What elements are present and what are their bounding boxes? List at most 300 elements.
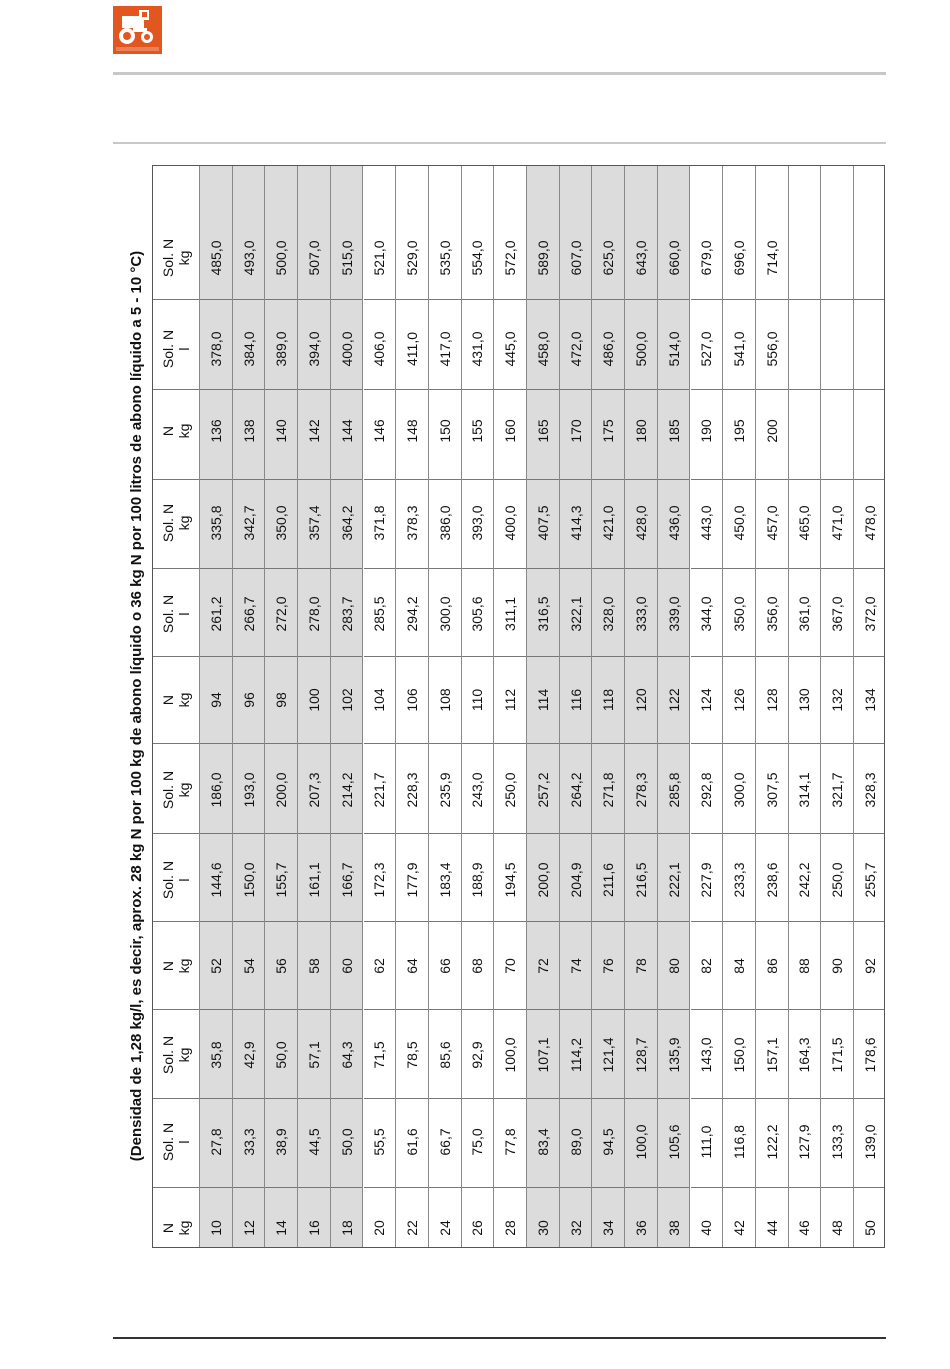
- column-divider: [462, 1187, 494, 1188]
- cell-value: 193,0: [240, 772, 257, 808]
- column-divider: [396, 1009, 428, 1010]
- table-cell: [691, 772, 723, 808]
- column-divider: [527, 743, 559, 744]
- column-divider: [854, 568, 885, 569]
- table-cell: [494, 331, 526, 367]
- table-cell: [462, 596, 494, 632]
- table-cell: [560, 416, 592, 446]
- cell-value: 96: [240, 692, 257, 708]
- column-divider: [364, 1098, 396, 1099]
- cell-value: 328,0: [600, 596, 617, 632]
- table-cell: [625, 685, 657, 715]
- cell-value: 108: [436, 688, 453, 712]
- table-cell: [200, 240, 232, 276]
- cell-value: 42,9: [240, 1041, 257, 1069]
- table-cell: [789, 416, 821, 446]
- table-cell: [560, 505, 592, 541]
- cell-value: 339,0: [665, 596, 682, 632]
- cell-value: 114,2: [567, 1038, 584, 1072]
- column-divider: [756, 656, 788, 657]
- column-divider: [691, 833, 723, 834]
- column-divider: [821, 656, 853, 657]
- column-divider: [821, 743, 853, 744]
- table-cell: [233, 862, 265, 898]
- column-divider: [364, 299, 396, 300]
- column-divider: [756, 743, 788, 744]
- table-cell: [658, 416, 690, 446]
- table-cell: [691, 240, 723, 276]
- table-cell: [821, 505, 853, 541]
- table-cell: [364, 1213, 396, 1243]
- table-cell: [331, 596, 363, 632]
- column-divider: [462, 1009, 494, 1010]
- cell-value: 135,9: [665, 1037, 682, 1073]
- column-divider: [331, 833, 363, 834]
- table-cell: [756, 505, 788, 541]
- cell-value: 165: [534, 419, 551, 443]
- column-divider: [298, 299, 330, 300]
- cell-value: 60: [338, 958, 355, 974]
- table-cell: [691, 1037, 723, 1073]
- header-label: Sol. N l: [160, 594, 192, 634]
- column-divider: [592, 743, 624, 744]
- table-cell: [625, 951, 657, 981]
- table-cell: [560, 596, 592, 632]
- column-divider: [462, 479, 494, 480]
- column-divider: [560, 568, 592, 569]
- table-cell: [854, 1037, 885, 1073]
- cell-value: 696,0: [731, 240, 748, 276]
- column-divider: [625, 833, 657, 834]
- column-divider: [723, 833, 755, 834]
- cell-value: 111,0: [698, 1125, 715, 1159]
- cell-value: 361,0: [796, 596, 813, 632]
- cell-value: 283,7: [338, 596, 355, 632]
- table-cell: [560, 862, 592, 898]
- cell-value: 465,0: [796, 505, 813, 541]
- cell-value: 72: [534, 958, 551, 974]
- table-cell: [331, 416, 363, 446]
- table-header-cell: [153, 1122, 199, 1162]
- cell-value: 660,0: [665, 240, 682, 276]
- column-divider: [396, 1187, 428, 1188]
- column-divider: [233, 1098, 265, 1099]
- table-cell: [821, 685, 853, 715]
- table-cell: [789, 1037, 821, 1073]
- column-divider: [462, 299, 494, 300]
- cell-value: 411,0: [404, 332, 421, 366]
- table-cell: [364, 951, 396, 981]
- cell-value: 221,7: [371, 772, 388, 808]
- table-cell: [723, 862, 755, 898]
- column-divider: [691, 921, 723, 922]
- cell-value: 155: [469, 419, 486, 443]
- cell-value: 90: [829, 958, 846, 974]
- cell-value: 134: [862, 688, 879, 712]
- table-cell: [527, 505, 559, 541]
- table-cell: [462, 1040, 494, 1070]
- column-divider: [429, 1098, 461, 1099]
- table-cell: [429, 1127, 461, 1157]
- cell-value: 428,0: [632, 505, 649, 541]
- cell-value: 66: [436, 958, 453, 974]
- table-cell: [494, 505, 526, 541]
- table-cell: [527, 862, 559, 898]
- column-divider: [560, 1009, 592, 1010]
- column-divider: [789, 1187, 821, 1188]
- column-divider: [723, 1009, 755, 1010]
- table-cell: [364, 862, 396, 898]
- table-cell: [331, 951, 363, 981]
- column-divider: [527, 656, 559, 657]
- cell-value: 82: [698, 958, 715, 974]
- table-title: (Densidad de 1,28 kg/l, es decir, aprox. 28 kg N por 100 kg de abono líquido o 36 kg N por 100 litros de abono líquido a 5 - 10 °C): [128, 250, 145, 1162]
- cell-value: 541,0: [731, 331, 748, 367]
- cell-value: 61,6: [404, 1128, 421, 1156]
- cell-value: 243,0: [469, 772, 486, 808]
- header-label: Sol. N l: [160, 1122, 192, 1162]
- cell-value: 74: [567, 958, 584, 974]
- table-cell: [625, 862, 657, 898]
- table-cell: [592, 416, 624, 446]
- column-divider: [691, 389, 723, 390]
- table-cell: [298, 505, 330, 541]
- table-cell: [854, 685, 885, 715]
- table-cell: [592, 685, 624, 715]
- column-divider: [821, 479, 853, 480]
- column-divider: [756, 389, 788, 390]
- table-cell: [527, 1127, 559, 1157]
- column-divider: [153, 389, 199, 390]
- header-label: N kg: [160, 1220, 192, 1236]
- column-divider: [625, 1009, 657, 1010]
- cell-value: 44,5: [305, 1128, 322, 1156]
- cell-value: 235,9: [436, 772, 453, 808]
- column-divider: [429, 1009, 461, 1010]
- cell-value: 714,0: [763, 240, 780, 276]
- column-divider: [854, 479, 885, 480]
- table-row: [821, 166, 854, 1247]
- table-cell: [331, 772, 363, 808]
- table-cell: [691, 1213, 723, 1243]
- cell-value: 529,0: [404, 240, 421, 276]
- column-divider: [200, 389, 232, 390]
- table-cell: [396, 862, 428, 898]
- table-cell: [200, 862, 232, 898]
- column-divider: [364, 568, 396, 569]
- table-cell: [494, 1213, 526, 1243]
- column-divider: [789, 479, 821, 480]
- cell-value: 186,0: [207, 772, 224, 808]
- column-divider: [429, 1187, 461, 1188]
- cell-value: 80: [665, 958, 682, 974]
- column-divider: [789, 389, 821, 390]
- cell-value: 389,0: [273, 331, 290, 367]
- table-cell: [298, 240, 330, 276]
- column-divider: [200, 1187, 232, 1188]
- column-divider: [723, 479, 755, 480]
- cell-value: 407,5: [534, 505, 551, 541]
- cell-value: 271,8: [600, 772, 617, 808]
- table-header-cell: [153, 860, 199, 900]
- column-divider: [527, 299, 559, 300]
- column-divider: [494, 833, 526, 834]
- column-divider: [153, 1009, 199, 1010]
- table-cell: [854, 951, 885, 981]
- column-divider: [331, 389, 363, 390]
- column-divider: [854, 833, 885, 834]
- table-cell: [494, 772, 526, 808]
- cell-value: 356,0: [763, 596, 780, 632]
- table-cell: [691, 685, 723, 715]
- cell-value: 195: [731, 419, 748, 443]
- table-cell: [233, 331, 265, 367]
- table-cell: [494, 951, 526, 981]
- column-divider: [462, 921, 494, 922]
- column-divider: [298, 1098, 330, 1099]
- column-divider: [756, 479, 788, 480]
- table-cell: [200, 331, 232, 367]
- table-cell: [560, 1213, 592, 1243]
- table-cell: [756, 331, 788, 367]
- table-cell: [233, 1040, 265, 1070]
- column-divider: [756, 1187, 788, 1188]
- table-cell: [723, 685, 755, 715]
- cell-value: 133,3: [829, 1124, 846, 1160]
- cell-value: 24: [436, 1220, 453, 1236]
- cell-value: 311,1: [502, 597, 519, 631]
- column-divider: [396, 299, 428, 300]
- cell-value: 34: [600, 1220, 617, 1236]
- cell-value: 18: [338, 1220, 355, 1236]
- table-cell: [527, 951, 559, 981]
- table-cell: [331, 862, 363, 898]
- table-cell: [658, 772, 690, 808]
- cell-value: 121,4: [600, 1037, 617, 1073]
- cell-value: 160: [502, 419, 519, 443]
- table-row: [789, 166, 822, 1247]
- table-cell: [789, 951, 821, 981]
- table-cell: [789, 596, 821, 632]
- cell-value: 32: [567, 1220, 584, 1236]
- cell-value: 344,0: [698, 596, 715, 632]
- column-divider: [723, 568, 755, 569]
- table-cell: [658, 1124, 690, 1160]
- column-divider: [789, 833, 821, 834]
- column-divider: [854, 743, 885, 744]
- cell-value: 521,0: [371, 240, 388, 276]
- cell-value: 261,2: [207, 596, 224, 632]
- cell-value: 257,2: [534, 772, 551, 808]
- column-divider: [429, 479, 461, 480]
- column-divider: [789, 656, 821, 657]
- cell-value: 471,0: [829, 505, 846, 541]
- table-cell: [462, 685, 494, 715]
- table-cell: [756, 862, 788, 898]
- table-cell: [233, 416, 265, 446]
- table-cell: [265, 685, 297, 715]
- column-divider: [429, 568, 461, 569]
- column-divider: [560, 299, 592, 300]
- table-cell: [200, 951, 232, 981]
- column-divider: [560, 921, 592, 922]
- table-row: [592, 166, 625, 1247]
- cell-value: 204,9: [567, 862, 584, 898]
- column-divider: [331, 479, 363, 480]
- cell-value: 478,0: [862, 505, 879, 541]
- table-cell: [854, 1213, 885, 1243]
- table-cell: [625, 505, 657, 541]
- cell-value: 10: [207, 1220, 224, 1236]
- column-divider: [527, 479, 559, 480]
- table-cell: [658, 505, 690, 541]
- cell-value: 222,1: [665, 862, 682, 898]
- cell-value: 86: [763, 958, 780, 974]
- cell-value: 190: [698, 419, 715, 443]
- table-cell: [592, 596, 624, 632]
- column-divider: [691, 1009, 723, 1010]
- column-divider: [756, 1098, 788, 1099]
- column-divider: [331, 743, 363, 744]
- column-divider: [233, 1009, 265, 1010]
- table-cell: [265, 240, 297, 276]
- column-divider: [396, 389, 428, 390]
- table-cell: [200, 772, 232, 808]
- column-divider: [233, 656, 265, 657]
- column-divider: [592, 1187, 624, 1188]
- column-divider: [560, 479, 592, 480]
- cell-value: 85,6: [436, 1041, 453, 1069]
- table-header-cell: [153, 238, 199, 278]
- table-cell: [592, 240, 624, 276]
- table-cell: [854, 505, 885, 541]
- table-cell: [331, 505, 363, 541]
- column-divider: [331, 568, 363, 569]
- cell-value: 515,0: [338, 240, 355, 276]
- column-divider: [429, 389, 461, 390]
- cell-value: 128,7: [632, 1037, 649, 1073]
- cell-value: 50,0: [273, 1041, 290, 1069]
- cell-value: 171,5: [829, 1037, 846, 1073]
- column-divider: [200, 568, 232, 569]
- cell-value: 207,3: [305, 772, 322, 808]
- column-divider: [233, 833, 265, 834]
- table-header-cell: [153, 770, 199, 810]
- cell-value: 40: [698, 1220, 715, 1236]
- column-divider: [331, 656, 363, 657]
- cell-value: 367,0: [829, 596, 846, 632]
- column-divider: [625, 389, 657, 390]
- table-cell: [429, 862, 461, 898]
- cell-value: 285,8: [665, 772, 682, 808]
- cell-value: 300,0: [436, 596, 453, 632]
- column-divider: [331, 1187, 363, 1188]
- table-cell: [364, 596, 396, 632]
- table-cell: [396, 596, 428, 632]
- table-cell: [429, 331, 461, 367]
- table-header-cell: [153, 503, 199, 543]
- column-divider: [658, 389, 690, 390]
- section-rule: [113, 142, 886, 144]
- cell-value: 255,7: [862, 862, 879, 898]
- cell-value: 625,0: [600, 240, 617, 276]
- table-row: [364, 166, 397, 1247]
- column-divider: [592, 833, 624, 834]
- column-divider: [494, 299, 526, 300]
- cell-value: 300,0: [731, 772, 748, 808]
- column-divider: [821, 1009, 853, 1010]
- column-divider: [153, 833, 199, 834]
- table-cell: [527, 772, 559, 808]
- column-divider: [527, 921, 559, 922]
- cell-value: 78,5: [404, 1041, 421, 1069]
- column-divider: [298, 921, 330, 922]
- column-divider: [429, 833, 461, 834]
- cell-value: 22: [404, 1220, 421, 1236]
- column-divider: [756, 568, 788, 569]
- table-cell: [789, 334, 821, 364]
- cell-value: 500,0: [632, 331, 649, 367]
- column-divider: [396, 833, 428, 834]
- cell-value: 38,9: [273, 1128, 290, 1156]
- table-cell: [691, 416, 723, 446]
- column-divider: [527, 389, 559, 390]
- cell-value: 76: [600, 958, 617, 974]
- column-divider: [821, 299, 853, 300]
- column-divider: [854, 1187, 885, 1188]
- table-cell: [331, 1040, 363, 1070]
- cell-value: 77,8: [502, 1128, 519, 1156]
- table-cell: [625, 416, 657, 446]
- cell-value: 114: [534, 688, 551, 712]
- cell-value: 292,8: [698, 772, 715, 808]
- column-divider: [789, 299, 821, 300]
- cell-value: 266,7: [240, 596, 257, 632]
- cell-value: 57,1: [305, 1041, 322, 1069]
- cell-value: 54: [240, 958, 257, 974]
- table-cell: [723, 505, 755, 541]
- cell-value: 12: [240, 1220, 257, 1236]
- cell-value: 238,6: [763, 862, 780, 898]
- table-cell: [756, 1037, 788, 1073]
- table-cell: [331, 1127, 363, 1157]
- table-cell: [429, 596, 461, 632]
- table-cell: [592, 505, 624, 541]
- table-cell: [494, 1037, 526, 1073]
- column-divider: [625, 743, 657, 744]
- table-cell: [364, 772, 396, 808]
- cell-value: 486,0: [600, 331, 617, 367]
- column-divider: [265, 1009, 297, 1010]
- cell-value: 146: [371, 419, 388, 443]
- table-cell: [723, 772, 755, 808]
- cell-value: 264,2: [567, 772, 584, 808]
- table-cell: [462, 862, 494, 898]
- column-divider: [233, 389, 265, 390]
- column-divider: [691, 743, 723, 744]
- cell-value: 175: [600, 419, 617, 443]
- column-divider: [265, 656, 297, 657]
- cell-value: 58: [305, 958, 322, 974]
- table-cell: [560, 1040, 592, 1070]
- table-cell: [527, 1037, 559, 1073]
- column-divider: [658, 299, 690, 300]
- table-cell: [560, 240, 592, 276]
- column-divider: [153, 479, 199, 480]
- header-label: Sol. N kg: [160, 503, 192, 543]
- cell-value: 78: [632, 958, 649, 974]
- table-cell: [527, 416, 559, 446]
